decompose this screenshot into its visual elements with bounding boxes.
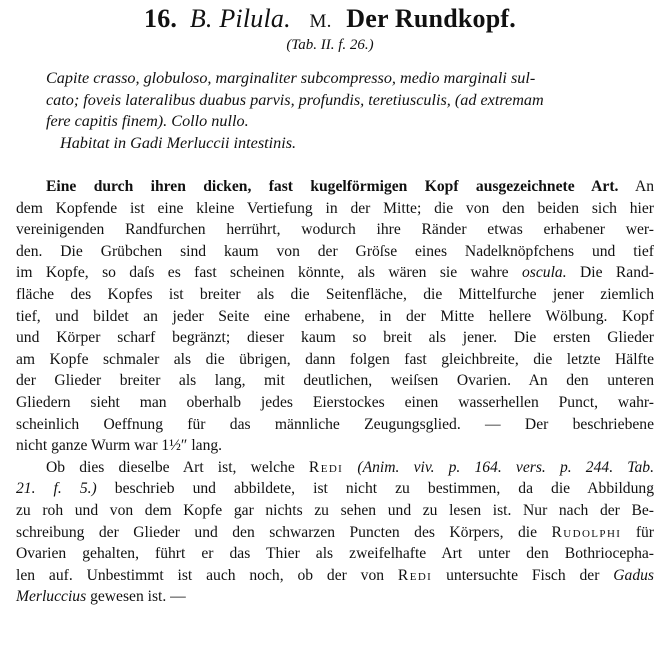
text-line: scheinlich Oeffnung für das männliche Zeugungsglied. — Der beschriebene: [16, 415, 654, 433]
plate-reference: (Tab. II. f. 26.): [286, 37, 374, 53]
section-heading: [0, 4, 660, 37]
text-line: und Körper scharf begränzt; dieser kaum so breit als jener. Die ersten Glieder: [16, 329, 654, 347]
species-name: B. Pilula.: [189, 4, 291, 33]
text-line: len auf. Unbestimmt ist auch noch, ob der von Redi untersuchte Fisch der Gadus: [16, 566, 654, 584]
text-line: vereinigenden Randfurchen herrührt, wodurch ihre Ränder etwas erhabener wer-: [16, 221, 654, 239]
italic-term: oscula.: [521, 264, 567, 282]
text-line: 21. f. 5.) beschrieb und abbildete, ist nicht zu bestimmen, da die Abbildung: [16, 480, 654, 498]
italic-term: Gadus: [613, 566, 654, 584]
latin-line: fere capitis finem). Collo nullo.: [46, 112, 249, 130]
latin-line: Capite crasso, globuloso, marginaliter subcompresso, medio marginali sul-: [46, 69, 536, 87]
text-line: am Kopfe schmaler als die übrigen, dann folgen fast gleichbreite, die letzte Hälfte: [16, 350, 654, 368]
citation: (Anim. viv. p. 164. vers. p. 244. Tab.: [357, 458, 654, 476]
text-line: Ovarien gehalten, führt er das Thier als zweifelhafte Art unter den Bothriocepha-: [16, 545, 654, 563]
emphasized-phrase: Eine durch ihren dicken, fast kugelförmigen Kopf ausgezeichnete Art.: [46, 178, 619, 195]
text-line: Merluccius gewesen ist. —: [16, 588, 186, 606]
citation: 21. f. 5.): [16, 480, 97, 498]
author-name: Rudolphi: [551, 523, 622, 541]
text-line: zu roh und von dem Kopfe gar nichts zu sehen und zu lesen ist. Nur nach der Be-: [16, 501, 654, 519]
german-common-name: Der Rundkopf.: [346, 4, 516, 33]
text-line: Ob dies dieselbe Art ist, welche Redi (Anim. viv. p. 164. vers. p. 244. Tab.: [46, 458, 654, 476]
species-number: 16.: [144, 4, 178, 33]
text-line: nicht ganze Wurm war 1½″ lang.: [16, 437, 223, 455]
text-line: der Glieder breiter als lang, mit deutlichen, weiſsen Ovarien. An den unteren: [16, 372, 654, 390]
text-line: tief, und bildet an jeder Seite eine erhabene, in der Mitte hellere Wölbung. Kopf: [16, 307, 654, 325]
author-name: Redi: [397, 566, 433, 584]
text-line: im Kopfe, so daſs es fast scheinen könnte, als wären sie wahre oscula. Die Rand-: [16, 264, 654, 282]
italic-term: Merluccius: [16, 588, 87, 606]
latin-line: cato; foveis lateralibus duabus parvis, profundis, teretiusculis, (ad extremam: [46, 90, 544, 109]
species-mark: M.: [309, 11, 332, 32]
latin-description: [46, 68, 646, 154]
text-line: Eine durch ihren dicken, fast kugelförmigen Kopf ausgezeichnete Art. An: [46, 178, 654, 195]
german-description: [16, 176, 654, 608]
text-line: fläche des Kopfes ist breiter als die Seitenfläche, die Mittelfurche jener ziemlich: [16, 285, 654, 303]
text-line: Gliedern sieht man oberhalb jedes Eierstockes einen wasserhellen Punct, wahr-: [16, 393, 654, 411]
text-line: schreibung der Glieder und den schwarzen Puncten des Körpers, die Rudolphi für: [16, 523, 654, 541]
text-line: dem Kopfende ist eine kleine Vertiefung in der Mitte; die von den beiden sich hier: [16, 199, 654, 217]
author-name: Redi: [308, 458, 344, 476]
text-line: den. Die Grübchen sind kaum von der Gröſse eines Nadelknöpfchens und tief: [16, 242, 654, 260]
habitat-line: Habitat in Gadi Merluccii intestinis.: [60, 133, 297, 152]
